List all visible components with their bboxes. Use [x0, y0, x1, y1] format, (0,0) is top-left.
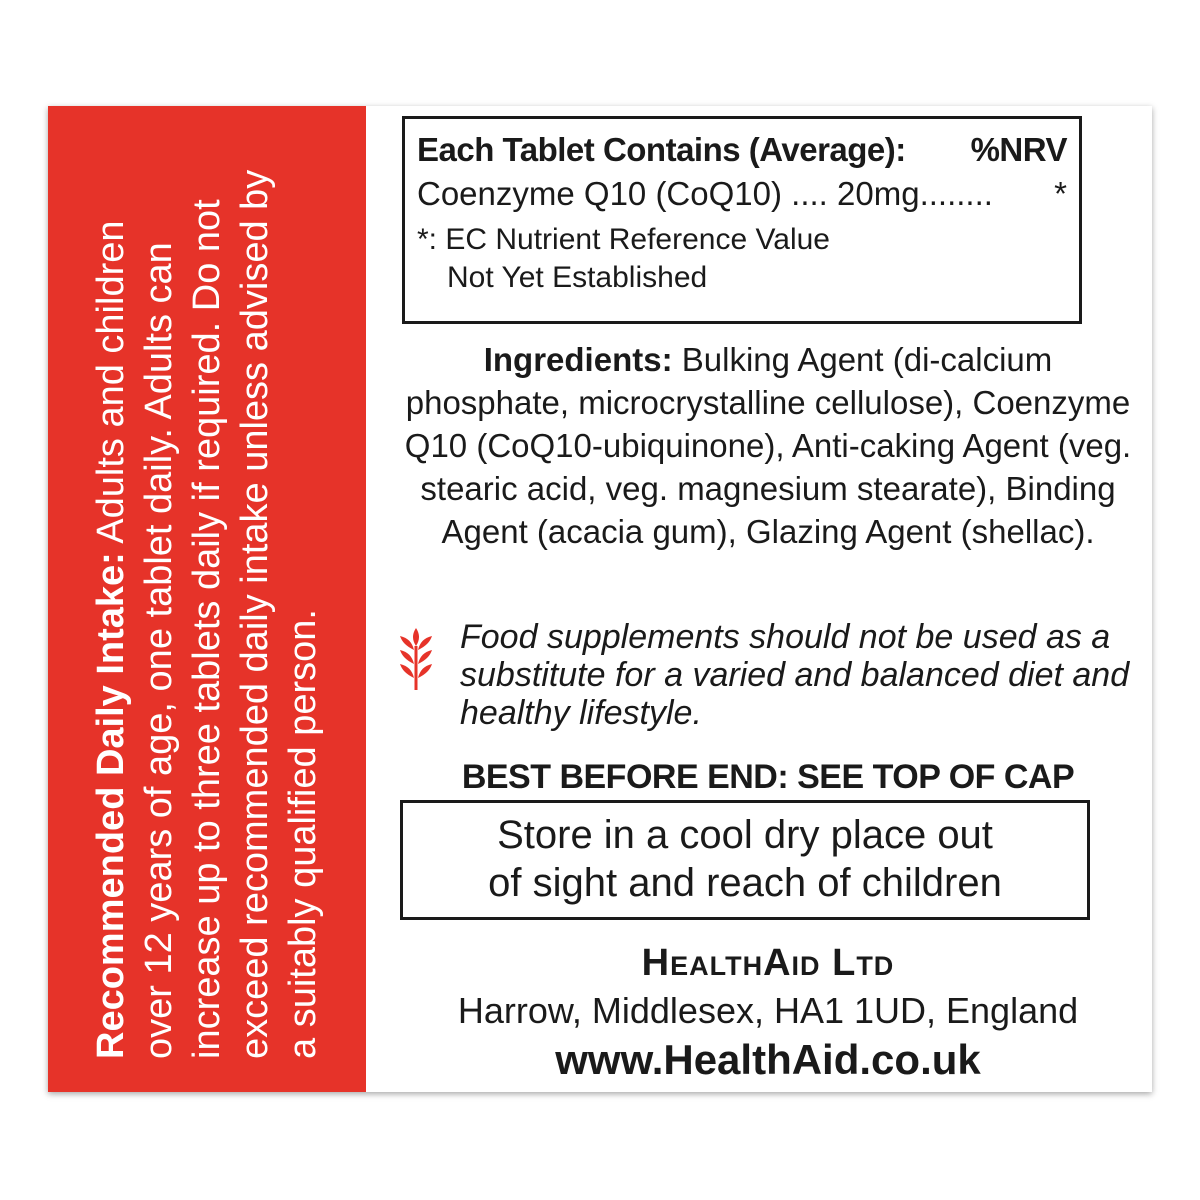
- recommended-intake-text: [87, 139, 327, 1059]
- nrv-heading: %NRV: [970, 131, 1067, 168]
- nutrient-nrv: *: [1054, 175, 1067, 212]
- nutrition-heading: Each Tablet Contains (Average):: [417, 131, 906, 168]
- nutrition-box: [402, 116, 1082, 324]
- storage-line-2: of sight and reach of children: [488, 861, 1002, 905]
- recommended-intake-panel: [48, 106, 366, 1092]
- nutrient-amount: 20mg: [837, 175, 920, 212]
- wheat-icon: [398, 626, 434, 692]
- recommended-intake-body: Adults and children over 12 years of age, one tablet daily. Adults can increase up to three tablets daily if required. Do not exceed recommended daily intake unless advised by a suitably qualified person.: [90, 169, 324, 1059]
- company-address: Harrow, Middlesex, HA1 1UD, England: [457, 990, 1079, 1031]
- company-name: HealthAid Ltd: [641, 942, 895, 984]
- nutrition-footnote: [417, 221, 1067, 297]
- nutrient-name: Coenzyme Q10 (CoQ10): [417, 175, 782, 212]
- best-before-text: BEST BEFORE END: SEE TOP OF CAP: [461, 758, 1075, 796]
- ingredients-block: [398, 338, 1138, 553]
- footnote-line-2: Not Yet Established: [447, 261, 708, 294]
- storage-line-1: Store in a cool dry place out: [497, 813, 993, 857]
- company-website: www.HealthAid.co.uk: [555, 1036, 981, 1083]
- product-label: [48, 106, 1152, 1092]
- nutrition-row: [417, 175, 1067, 213]
- nutrient-trailing-dots: ........: [919, 175, 993, 212]
- label-content: [398, 106, 1138, 1092]
- nutrient-dots: ....: [791, 175, 828, 212]
- footnote-line-1: *: EC Nutrient Reference Value: [417, 223, 830, 256]
- recommended-intake-heading: Recommended Daily Intake:: [90, 552, 132, 1059]
- storage-box: [400, 800, 1090, 920]
- warning-text: Food supplements should not be used as a substitute for a varied and balanced diet and healthy lifestyle.: [460, 618, 1130, 732]
- ingredients-text: Bulking Agent (di-calcium phosphate, microcrystalline cellulose), Coenzyme Q10 (CoQ10-ubiquinone), Anti-caking Agent (veg. stearic acid, veg. magnesium stearate), Binding Agent (acacia gum), Glazing Agent (shellac).: [404, 341, 1132, 550]
- supplement-warning: [398, 618, 1138, 748]
- ingredients-label: Ingredients:: [483, 341, 673, 378]
